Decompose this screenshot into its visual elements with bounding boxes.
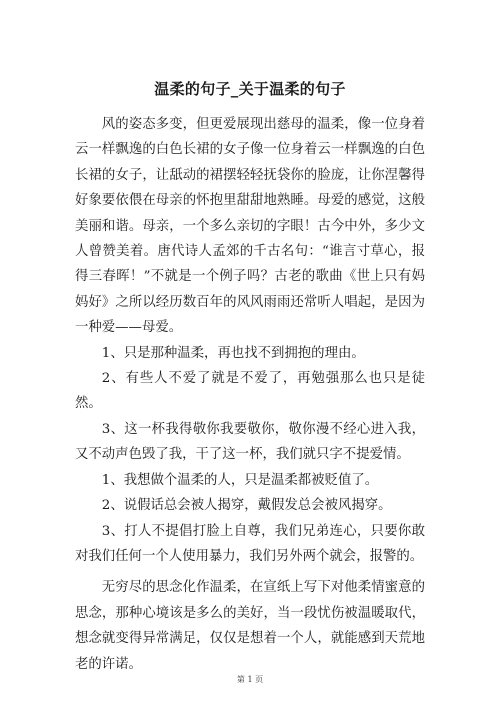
document-body xyxy=(75,112,425,677)
list-item: 1、我想做个温柔的人，只是温柔都被贬值了。 xyxy=(101,472,379,488)
list-item: 3、这一杯我得敬你我要敬你，敬你漫不经心进入我，又不动声色毁了我，干了这一杯，我们就只字不提爱情。 xyxy=(75,421,425,463)
list-item: 1、只是那种温柔，再也找不到拥抱的理由。 xyxy=(101,345,365,361)
list-item: 2、有些人不爱了就是不爱了，再勉强那么也只是徒然。 xyxy=(75,371,425,412)
list-item: 3、打人不提倡打脸上自尊，我们兄弟连心，只要你敢对我们任何一个人使用暴力，我们另外两个就会，报警的。 xyxy=(75,523,425,564)
document-title: 温柔的句子_关于温柔的句子 xyxy=(154,80,346,98)
paragraph-closing: 无穷尽的思念化作温柔，在宣纸上写下对他柔情蜜意的思念，那种心境该是多么的美好，当一段忧伤被温暖取代，想念就变得异常满足，仅仅是想着一个人，就能感到天荒地老的许诺。 xyxy=(75,580,425,672)
list-item: 2、说假话总会被人揭穿，戴假发总会被风揭穿。 xyxy=(101,498,392,514)
paragraph-intro: 风的姿态多变，但更爱展现出慈母的温柔，像一位身着云一样飘逸的白色长裙的女子像一位身着云一样飘逸的白色长裙的女子，让舐动的裙摆轻轻抚袋你的脸庞，让你涅馨得好象要依偎在母亲的怀抱里甜甜地熟睡。母爱的感觉，这般美丽和谐。母亲，一个多么亲切的字眼！古今中外，多少文人曾赞美着。唐代诗人孟郊的千古名句：“谁言寸草心，报得三春晖！”不就是一个例子吗？古老的歌曲《世上只有妈妈好》之所以经历数百年的风风雨雨还常听人唱起，是因为一种爱——母爱。 xyxy=(75,117,425,336)
page-number: 第 1 页 xyxy=(236,675,264,684)
